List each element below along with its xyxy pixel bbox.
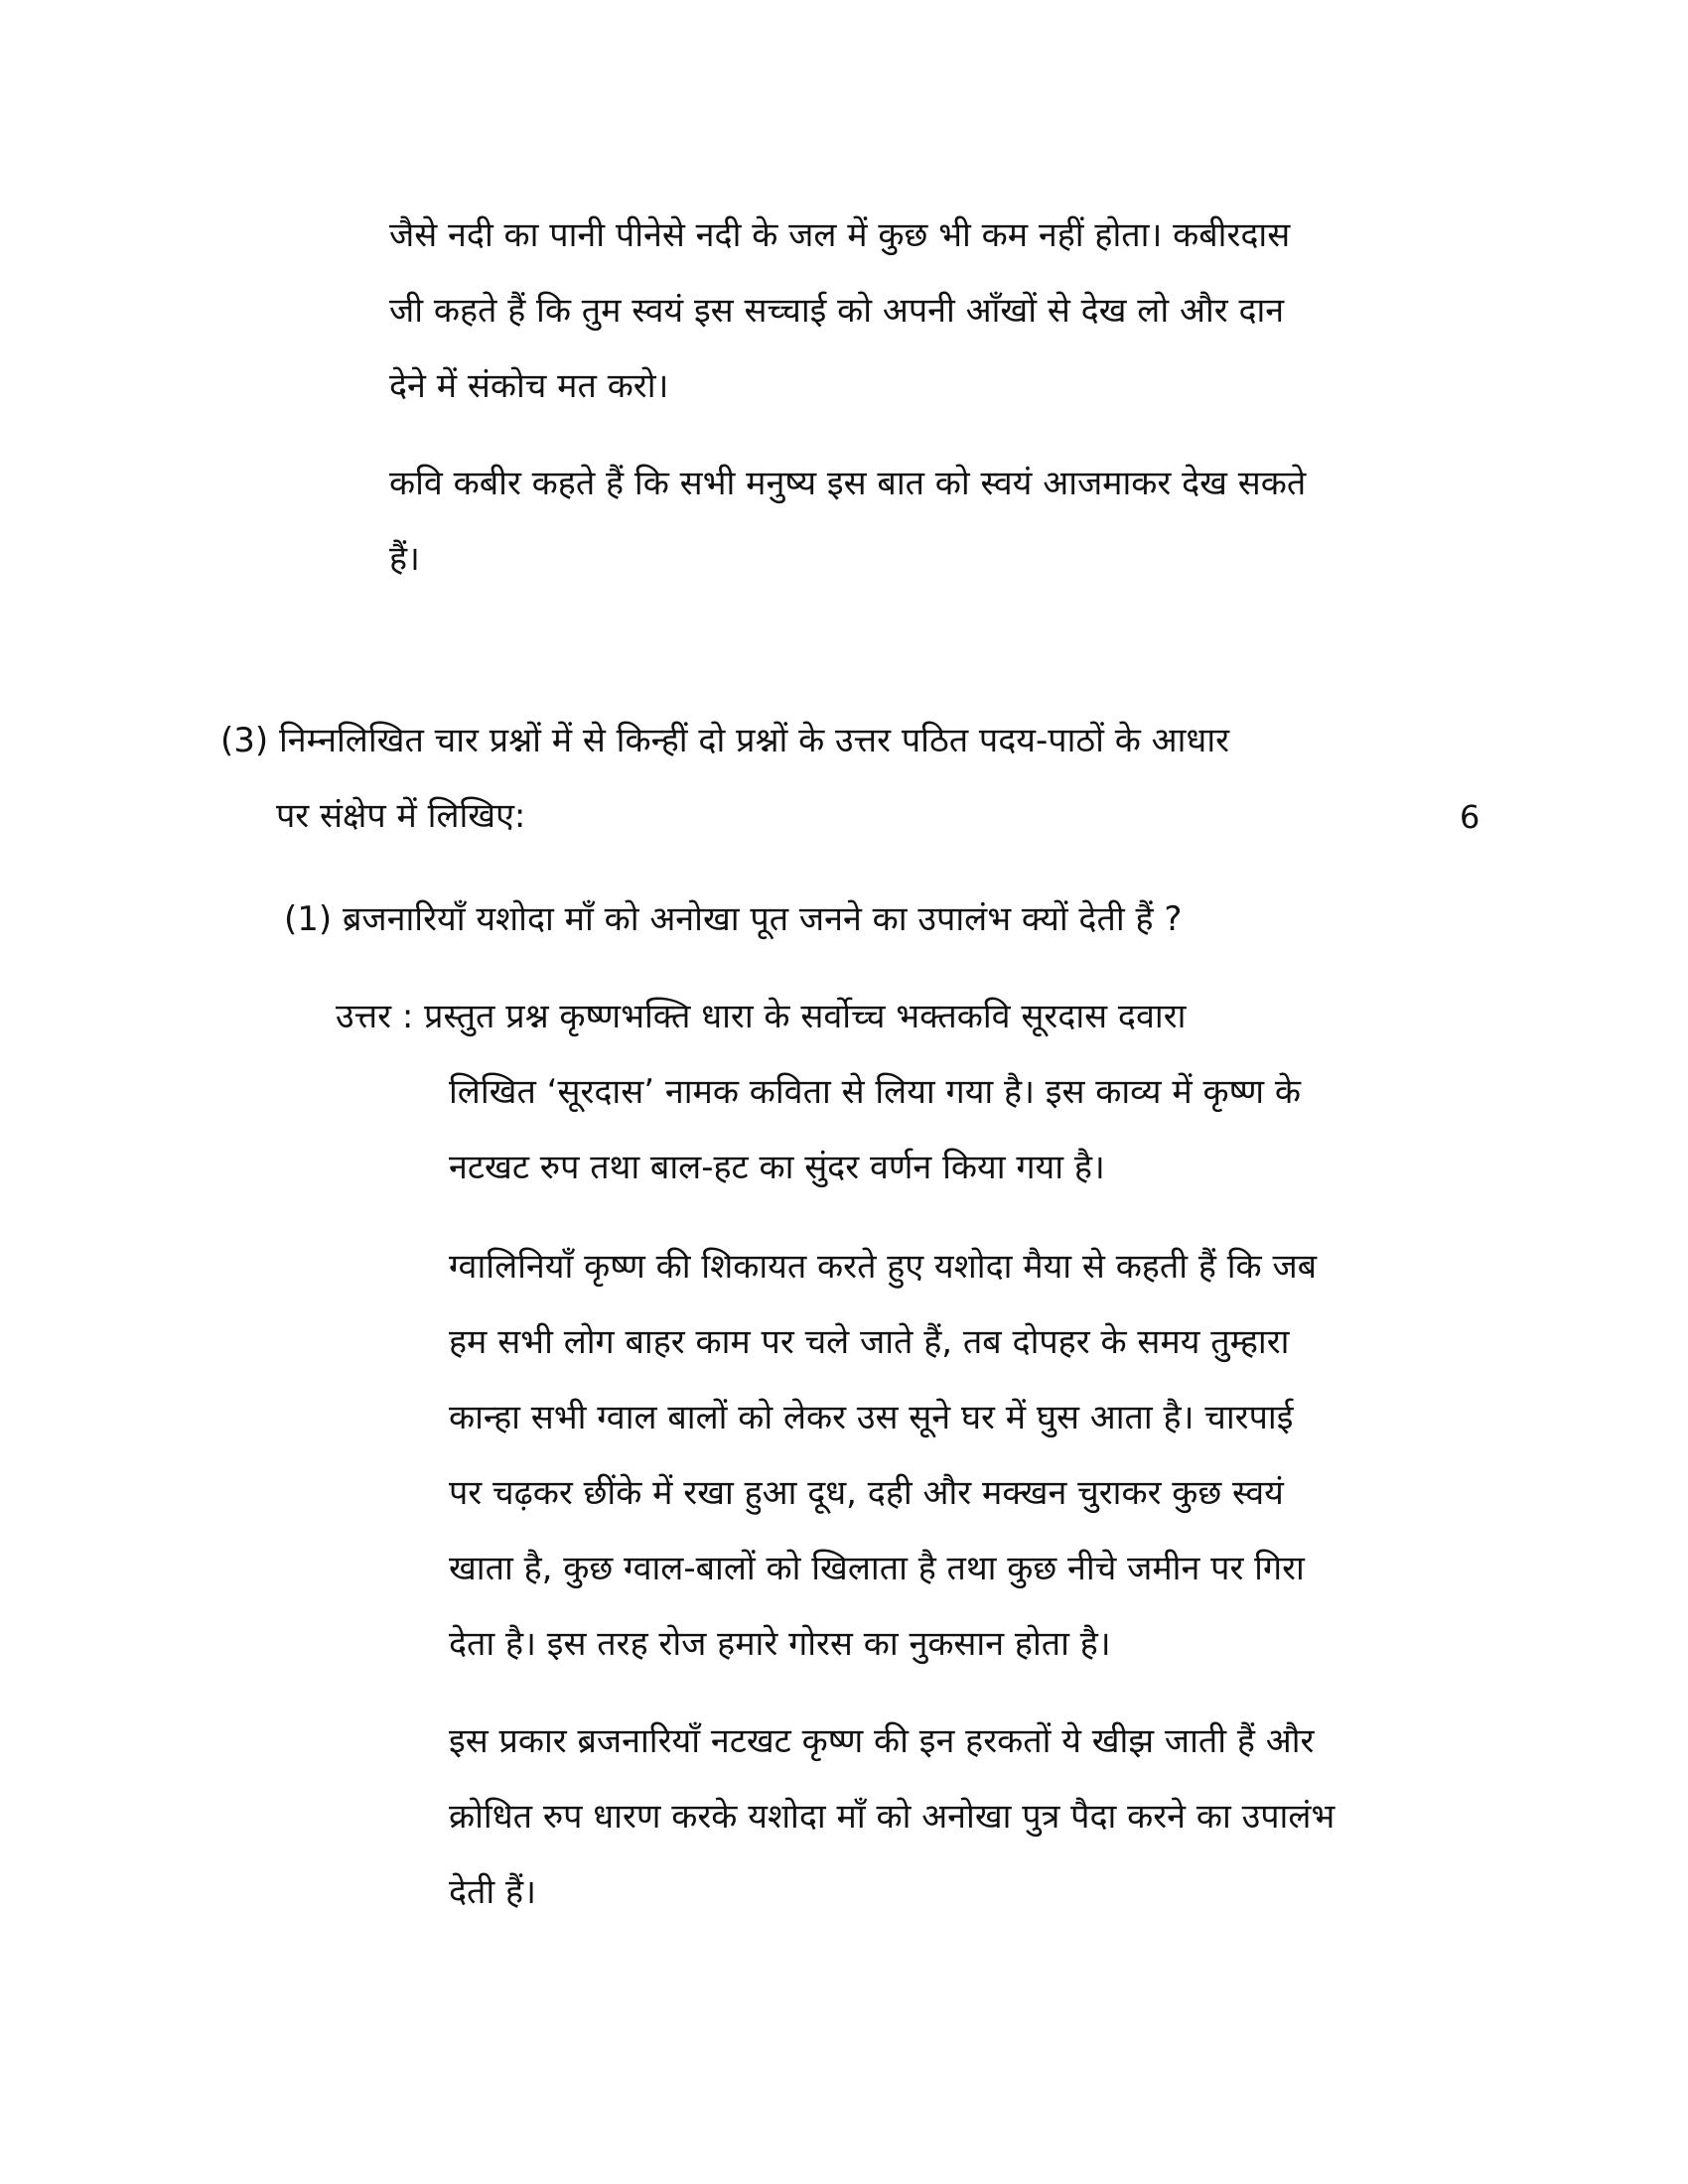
text-line: ग्वालिनियाँ कृष्ण की शिकायत करते हुए यशोदा मैया से कहती हैं कि जब	[449, 1247, 1318, 1287]
text-line: (3) निम्नलिखित चार प्रश्नों में से किन्हीं दो प्रश्नों के उत्तर पठित पदय-पाठों के आधार	[220, 721, 1230, 760]
text-line: देता है। इस तरह रोज हमारे गोरस का नुकसान होता है।	[449, 1624, 1111, 1664]
text-line: कवि कबीर कहते हैं कि सभी मनुष्य इस बात को स्वयं आजमाकर देख सकते	[389, 464, 1307, 503]
continued-paragraph-1	[389, 198, 1290, 424]
text-line: कान्हा सभी ग्वाल बालों को लेकर उस सूने घर में घुस आता है। चारपाई	[449, 1398, 1294, 1437]
text-line: हम सभी लोग बाहर काम पर चले जाते हैं, तब दोपहर के समय तुम्हारा	[449, 1322, 1290, 1362]
text-line: पर चढ़कर छींके में रखा हुआ दूध, दही और मक्खन चुराकर कुछ स्वयं	[449, 1473, 1284, 1513]
text-line: पर संक्षेप में लिखिए:	[276, 796, 526, 836]
text-line: खाता है, कुछ ग्वाल-बालों को खिलाता है तथा कुछ नीचे जमीन पर गिरा	[449, 1549, 1305, 1588]
answer-paragraph-1	[336, 979, 1301, 1205]
sub-question	[284, 882, 1182, 957]
text-line: जी कहते हैं कि तुम स्वयं इस सच्चाई को अपनी आँखों से देख लो और दान	[389, 291, 1285, 331]
text-line: देती हैं।	[449, 1872, 536, 1912]
question-heading	[220, 703, 1229, 854]
text-line: नटखट रुप तथा बाल-हट का सुंदर वर्णन किया गया है।	[449, 1148, 1105, 1187]
answer-paragraph-2	[449, 1229, 1317, 1682]
text-line: हैं।	[389, 539, 420, 579]
marks-label: 6	[1460, 798, 1480, 836]
answer-paragraph-3	[449, 1704, 1335, 1930]
text-line: जैसे नदी का पानी पीनेसे नदी के जल में कुछ भी कम नहीं होता। कबीरदास	[389, 215, 1291, 255]
text-line: उत्तर : प्रस्तुत प्रश्न कृष्णभक्ति धारा के सर्वोच्च भक्तकवि सूरदास दवारा	[336, 997, 1187, 1036]
text-line: इस प्रकार ब्रजनारियाँ नटखट कृष्ण की इन हरकतों ये खीझ जाती हैं और	[449, 1721, 1315, 1761]
text-line: देने में संकोच मत करो।	[389, 366, 669, 406]
text-line: (1) ब्रजनारियाँ यशोदा माँ को अनोखा पूत जनने का उपालंभ क्यों देती हैं ?	[284, 899, 1183, 939]
continued-paragraph-2	[389, 446, 1306, 597]
text-line: लिखित ‘सूरदास’ नामक कविता से लिया गया है। इस काव्य में कृष्ण के	[449, 1072, 1302, 1112]
text-line: क्रोधित रुप धारण करके यशोदा माँ को अनोखा पुत्र पैदा करने का उपालंभ	[449, 1797, 1336, 1837]
